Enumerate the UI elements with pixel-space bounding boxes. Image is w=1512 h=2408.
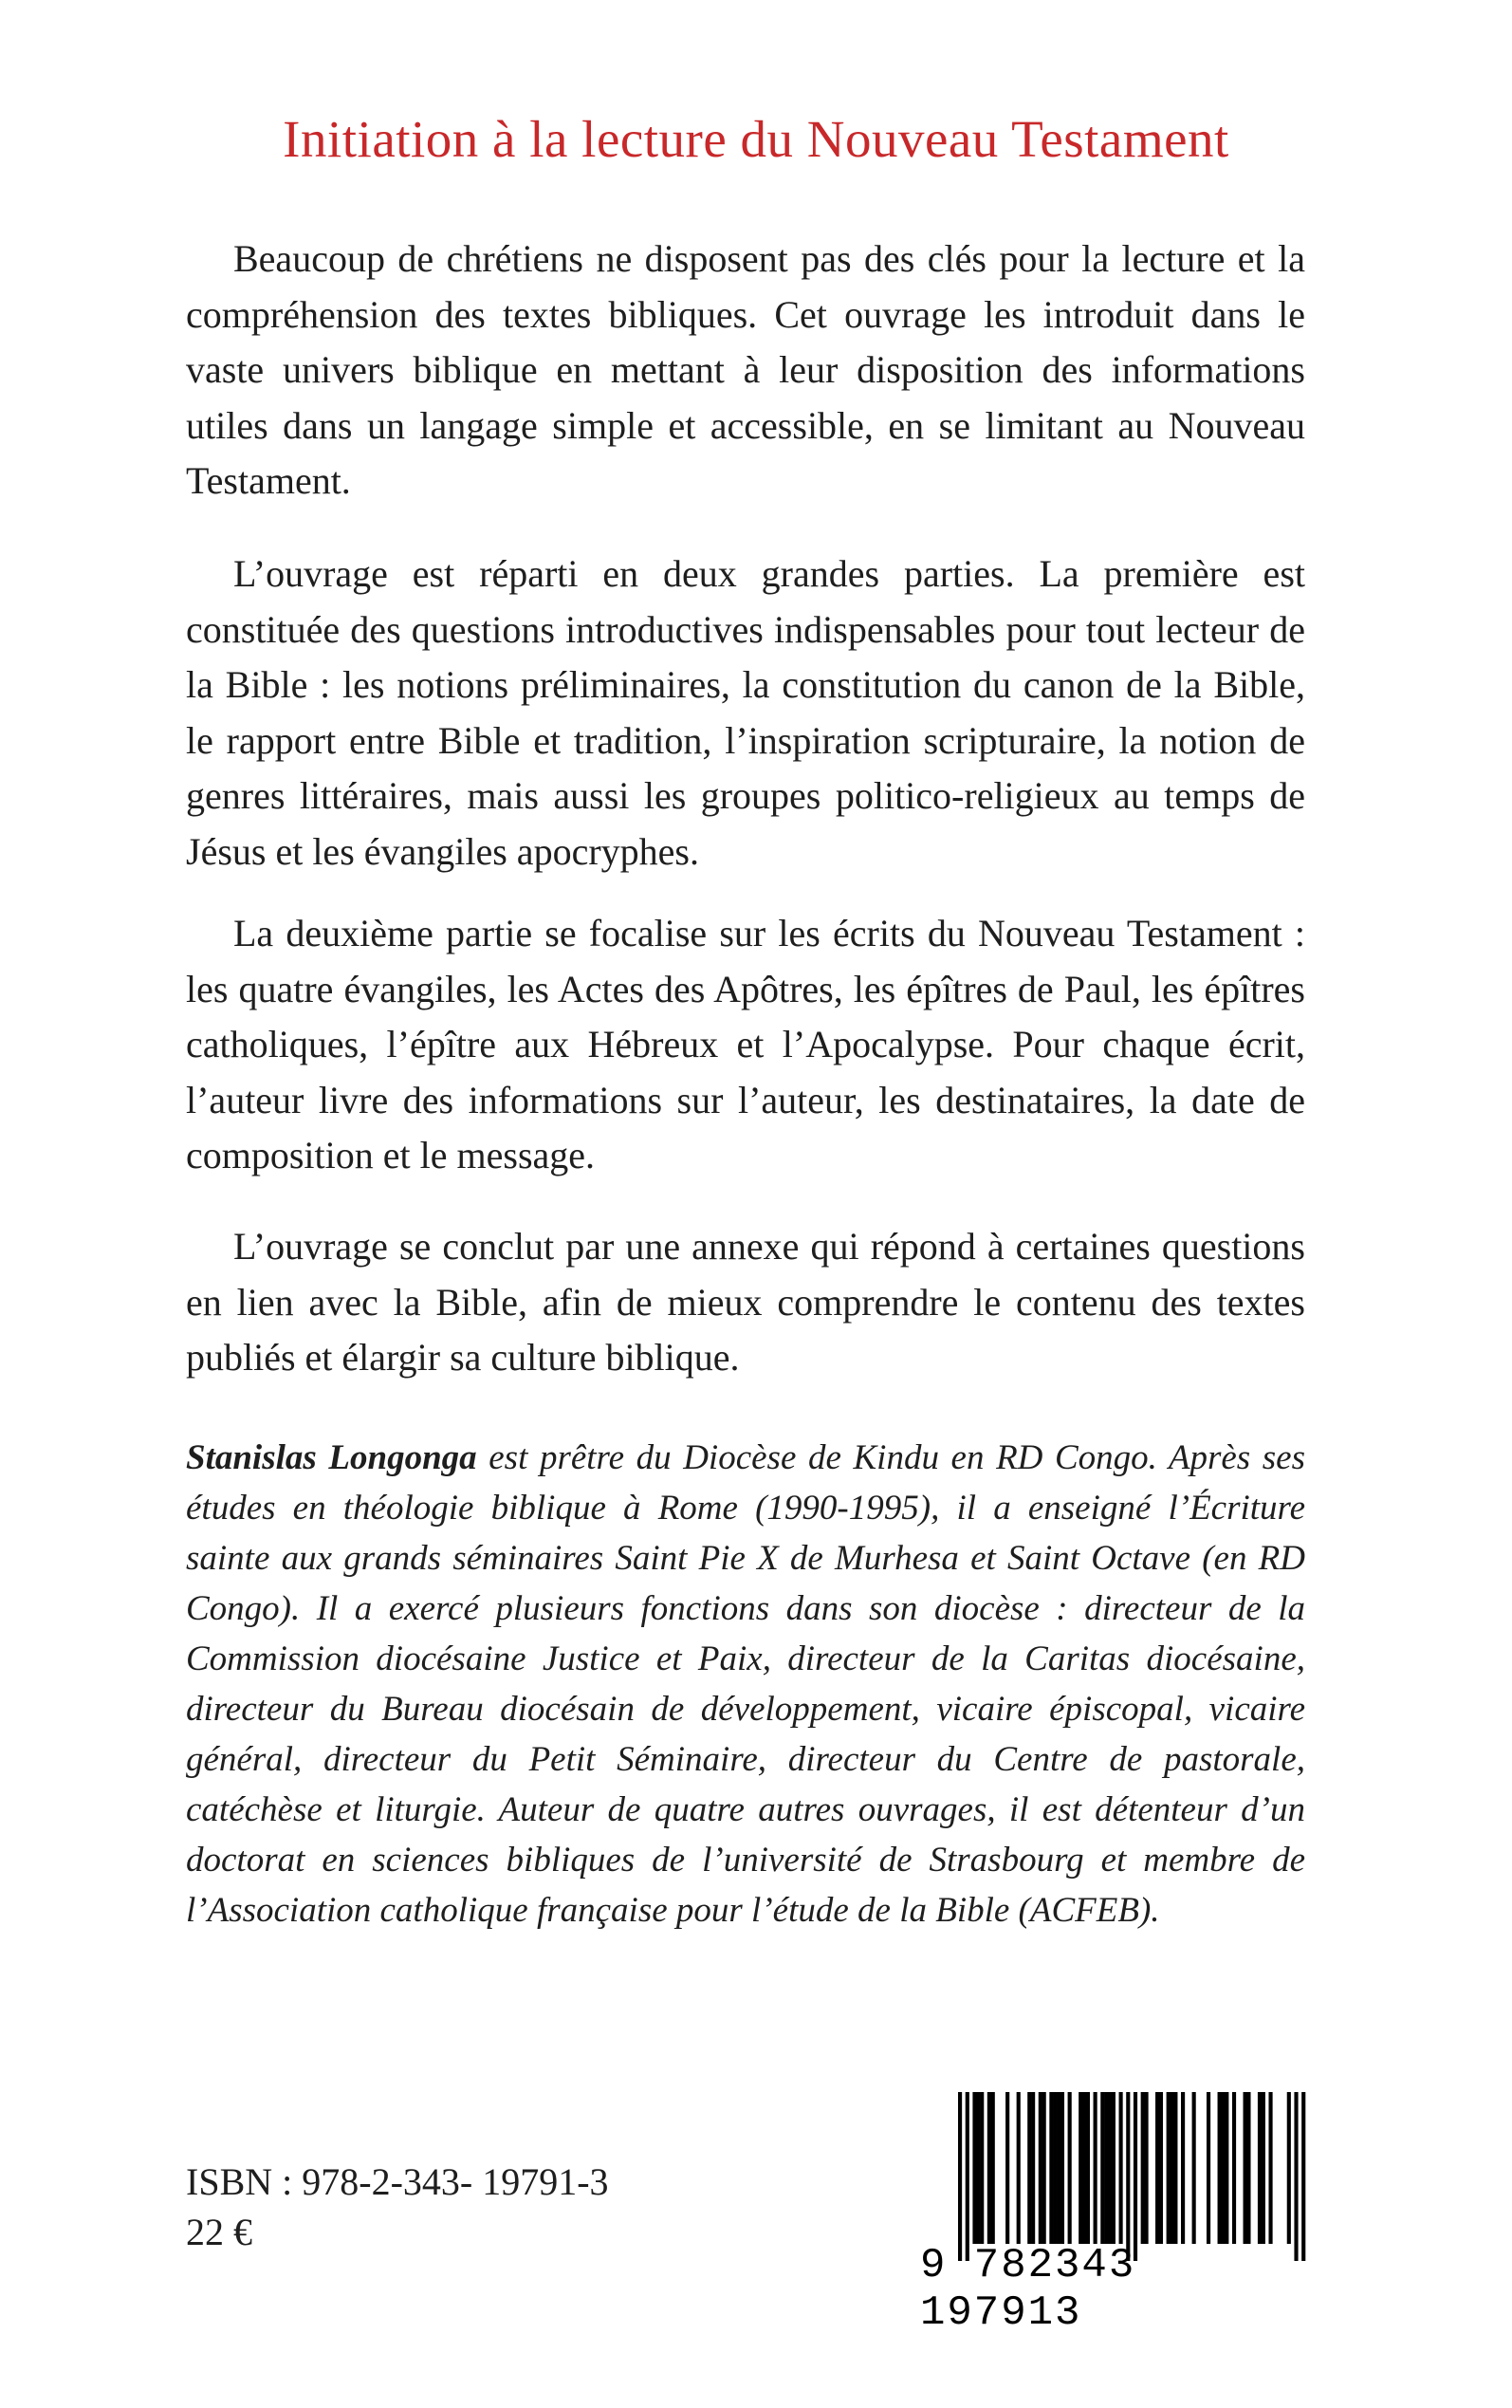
barcode-bar (1268, 2092, 1272, 2244)
barcode-bar (1258, 2092, 1262, 2244)
barcode-bar (1108, 2092, 1112, 2244)
barcode-bar (1246, 2092, 1250, 2244)
barcode-bar (1094, 2092, 1097, 2244)
barcode-bar (1005, 2092, 1009, 2244)
barcode-bar (1086, 2092, 1090, 2244)
barcode-digits: 9 782343 197913 (920, 2242, 1136, 2337)
barcode-bar (1294, 2092, 1298, 2261)
summary-paragraph-1: Beaucoup de chrétiens ne disposent pas des clés pour la lecture et la compréhension des textes bibliques. Cet ouvrage les introduit dans le vaste univers biblique en mettant à leur disposition des informations utiles dans un langage simple et accessible, en se limitant au Nouveau Testament. (186, 237, 1305, 502)
summary-paragraph-2: L’ouvrage est réparti en deux grandes parties. La première est constituée des questions introductives indispensables pour tout lecteur de la Bible : les notions préliminaires, la constitution du canon de la Bible, le rapport entre Bible et tradition, l’inspiration scripturaire, la notion de genres littéraires, mais aussi les groupes politico-religieux au temps de Jésus et les évangiles apocryphes. (186, 552, 1305, 873)
barcode-bar (1119, 2092, 1123, 2244)
barcode-bar (1225, 2092, 1228, 2244)
barcode-bar (976, 2092, 980, 2244)
book-title: Initiation à la lecture du Nouveau Testament (283, 110, 1229, 168)
barcode-bar (991, 2092, 995, 2244)
barcode-bar (958, 2092, 962, 2261)
barcode-bar (1039, 2092, 1042, 2244)
barcode-bar (980, 2092, 984, 2244)
barcode (920, 2092, 1309, 2337)
barcode-bar (1104, 2092, 1108, 2244)
author-bio (186, 1433, 1305, 1936)
barcode-bar (1057, 2092, 1060, 2244)
barcode-bar (1042, 2092, 1046, 2244)
barcode-bar (1031, 2092, 1035, 2244)
barcode-bar (1100, 2092, 1104, 2244)
barcode-bar (1173, 2092, 1177, 2244)
barcode-bar (1027, 2092, 1031, 2244)
barcode-bar (972, 2092, 976, 2244)
barcode-bar (1221, 2092, 1225, 2244)
barcode-bar (1159, 2092, 1163, 2244)
author-bio-text: est prêtre du Diocèse de Kindu en RD Congo. Après ses études en théologie biblique à Rome (1990-1995), il a enseigné l’Écriture sainte aux grands séminaires Saint Pie X de Murhesa et Saint Octave (en RD Congo). Il a exercé plusieurs fonctions dans son diocèse : directeur de la Commission diocésaine Justice et Paix, directeur de la Caritas diocésaine, directeur du Bureau diocésain de développement, vicaire épiscopal, vicaire général, directeur du Petit Séminaire, directeur du Centre de pastorale, catéchèse et liturgie. Auteur de quatre autres ouvrages, il est détenteur d’un doctorat en sciences bibliques de l’université de Strasbourg et membre de l’Association catholique française pour l’étude de la Bible (ACFEB). (186, 1438, 1305, 1930)
barcode-bar (1049, 2092, 1053, 2244)
author-name: Stanislas Longonga (186, 1438, 477, 1477)
price-text: 22 € (186, 2211, 252, 2253)
barcode-bar (1144, 2092, 1148, 2244)
barcode-bar (966, 2092, 969, 2261)
barcode-bar (1068, 2092, 1072, 2244)
barcode-bar (1053, 2092, 1057, 2244)
barcode-bar (987, 2092, 991, 2244)
barcode-bar (1287, 2092, 1291, 2244)
barcode-bar (1155, 2092, 1159, 2244)
barcode-bar (1060, 2092, 1064, 2244)
barcode-bar (1141, 2092, 1145, 2244)
barcode-bar (1017, 2092, 1021, 2244)
barcode-bar (1126, 2092, 1130, 2261)
barcode-bar (1134, 2092, 1137, 2261)
barcode-bar (1244, 2092, 1247, 2244)
barcode-bar (1218, 2092, 1222, 2244)
barcode-bar (1192, 2092, 1196, 2244)
summary-paragraph-4: L’ouvrage se conclut par une annexe qui répond à certaines questions en lien avec la Bible, afin de mieux comprendre le contenu des textes publiés et élargir sa culture biblique. (186, 1225, 1305, 1379)
summary-paragraph-3: La deuxième partie se focalise sur les écrits du Nouveau Testament : les quatre évangiles, les Actes des Apôtres, les épîtres de Paul, les épîtres catholiques, l’épître aux Hébreux et l’Apocalypse. Pour chaque écrit, l’auteur livre des informations sur l’auteur, les destinataires, la date de composition et le message. (186, 912, 1305, 1176)
barcode-bar (1262, 2092, 1265, 2244)
barcode-bar (1112, 2092, 1116, 2244)
barcode-bar (1232, 2092, 1236, 2244)
barcode-bar (1082, 2092, 1086, 2244)
barcode-bar (1181, 2092, 1185, 2244)
isbn-text: ISBN : 978-2-343- 19791-3 (186, 2160, 609, 2203)
barcode-bar (1207, 2092, 1210, 2244)
barcode-bar (1079, 2092, 1082, 2244)
barcode-bar (1301, 2092, 1305, 2261)
barcode-bar (1170, 2092, 1173, 2244)
barcode-bar (1167, 2092, 1171, 2244)
